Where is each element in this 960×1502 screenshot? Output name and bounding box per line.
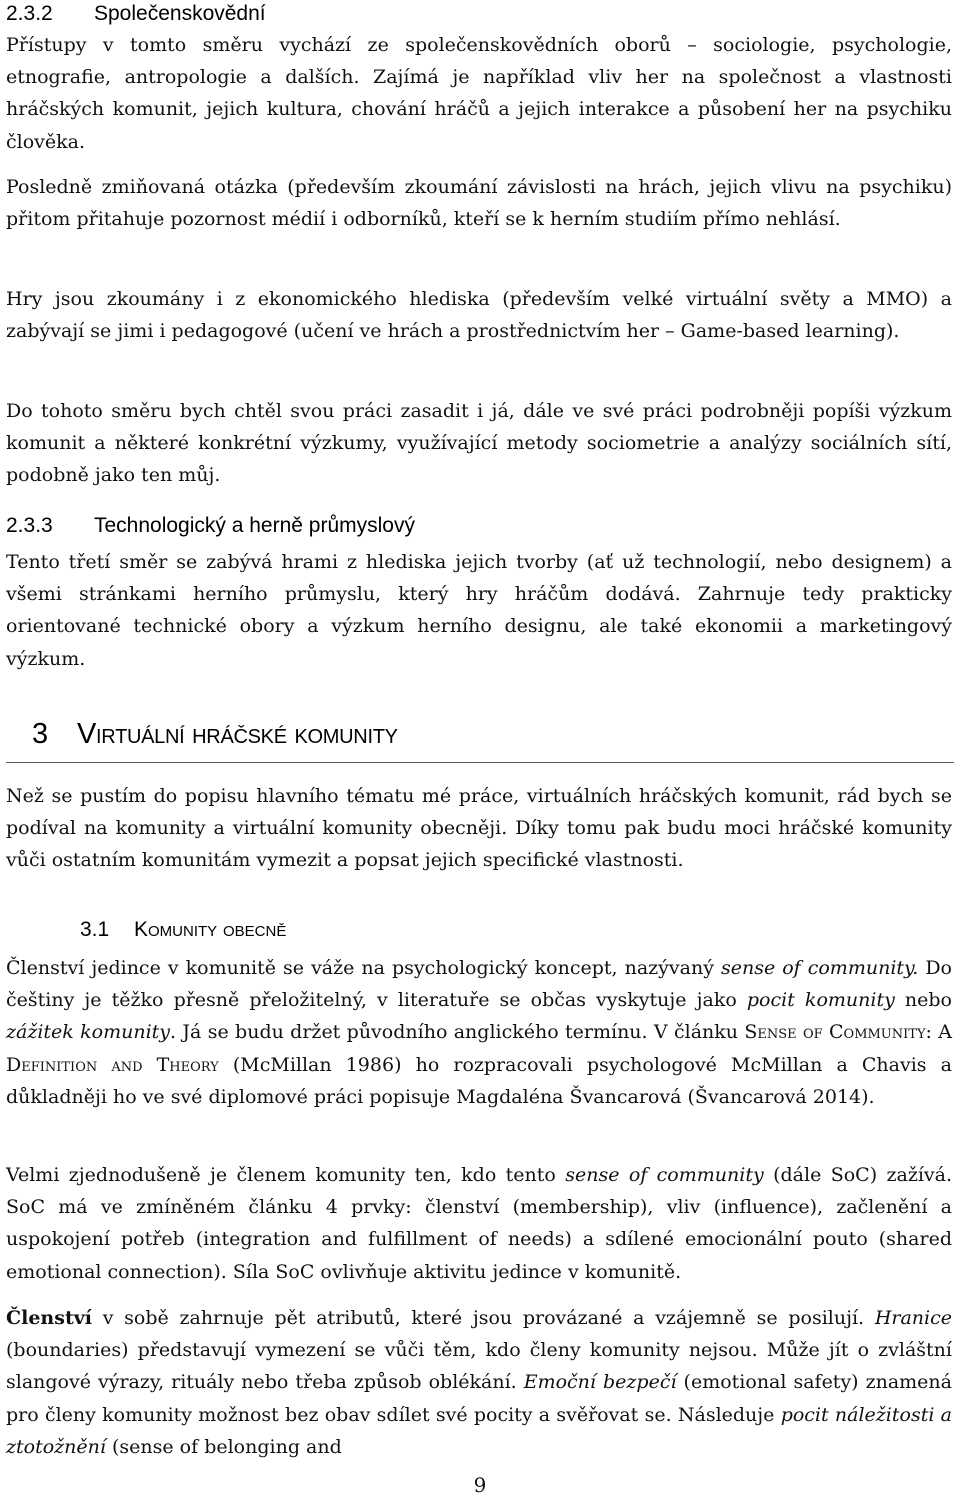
italic-term: pocit komunity bbox=[746, 989, 895, 1012]
text-run: (McMillan 1986) ho rozpracovali psychologové McMillan a Chavis a důkladněji ho ve své diplomové práci popisuje Magdaléna Švancarová (Švancarová 2014). bbox=[6, 1053, 952, 1108]
heading-title: Technologický a herně průmyslový bbox=[94, 514, 415, 537]
text-run: Členství jedince v komunitě se váže na psychologický koncept, nazývaný bbox=[6, 957, 721, 979]
text-run: (sense of belonging and bbox=[105, 1435, 342, 1458]
paragraph: Tento třetí směr se zabývá hrami z hlediska jejich tvorby (ať už technologií, nebo designem) a všemi stránkami herního průmyslu, který hry hráčům dodává. Zahrnuje tedy prakticky orientované technické obory a výzkum herního designu, ale také ekonomii a marketingový výzkum. bbox=[6, 551, 952, 670]
bold-term: Členství bbox=[6, 1307, 92, 1329]
paragraph bbox=[6, 1159, 952, 1288]
heading-number: 3 bbox=[32, 718, 48, 750]
italic-term: zážitek komunity bbox=[6, 1021, 171, 1044]
heading-rule bbox=[6, 762, 954, 763]
heading-3 bbox=[32, 718, 398, 751]
heading-title: Komunity obecně bbox=[134, 918, 287, 941]
text-run: v sobě zahrnuje pět atributů, které jsou provázané a vzájemně se posilují. bbox=[91, 1307, 875, 1329]
text-run: . Já se budu držet původního anglického termínu. V článku bbox=[170, 1021, 745, 1044]
paragraph: Posledně zmiňovaná otázka (především zkoumání závislosti na hrách, jejich vlivu na psychiku) přitom přitahuje pozornost médií i odborníků, kteří se k herním studiím přímo nehlásí. bbox=[6, 176, 952, 231]
text-run: (emotional safety) znamená pro členy komunity možnost bez obav sdílet své pocity a svěřovat se. Následuje bbox=[6, 1371, 952, 1426]
text-run: (boundaries) představují vymezení se vůči těm, kdo členy komunity nejsou. Může jít o zvláštní slangové výrazy, rituály nebo třeba způsob oblékání. bbox=[6, 1339, 952, 1394]
heading-2-3-2 bbox=[6, 2, 266, 26]
paragraph bbox=[6, 1302, 952, 1463]
italic-term: sense of community. bbox=[720, 957, 919, 979]
paragraph: Hry jsou zkoumány i z ekonomického hlediska (především velké virtuální světy a MMO) a zabývají se jimi i pedagogové (učení ve hrách a prostřednictvím her – Game-based learning). bbox=[6, 288, 952, 343]
paragraph: Než se pustím do popisu hlavního tématu mé práce, virtuálních hráčských komunit, rád bych se podíval na komunity a virtuální komunity obecněji. Díky tomu pak budu moci hráčské komunity vůči ostatním komunitám vymezit a popsat jejich specifické vlastnosti. bbox=[6, 785, 952, 872]
paragraph bbox=[6, 952, 952, 1113]
article-title: Sense of Community: A Definition and Theory bbox=[6, 1021, 952, 1076]
text-run: (dále SoC) zažívá. SoC má ve zmíněném článku 4 prvky: členství (membership), vliv (influence), začlenění a uspokojení potřeb (integration and fulfillment of needs) a sdílené emocionální pouto (shared emotional connection). Síla SoC ovlivňuje aktivitu jedince v komunitě. bbox=[6, 1164, 953, 1283]
heading-number: 2.3.2 bbox=[6, 2, 53, 25]
italic-term: sense of community bbox=[565, 1164, 764, 1186]
text-run: Do češtiny je těžko přesně přeložitelný, v literatuře se občas vyskytuje jako bbox=[6, 957, 952, 1012]
heading-title: Společenskovědní bbox=[94, 2, 266, 25]
italic-term: Emoční bezpečí bbox=[523, 1371, 677, 1394]
paragraph: Do tohoto směru bych chtěl svou práci zasadit i já, dále ve své práci podrobněji popíši výzkum komunit a některé konkrétní výzkumy, využívající metody sociometrie a analýzy sociálních sítí, podobně jako ten můj. bbox=[6, 400, 952, 487]
heading-number: 3.1 bbox=[80, 918, 110, 941]
heading-2-3-3 bbox=[6, 514, 415, 538]
page-number: 9 bbox=[473, 1473, 487, 1497]
paragraph: Přístupy v tomto směru vychází ze společenskovědních oborů – sociologie, psychologie, etnografie, antropologie a dalších. Zajímá je například vliv her na společnost a vlastnosti hráčských komunit, jejich kultura, chování hráčů a jejich interakce a působení her na psychiku člověka. bbox=[6, 34, 952, 153]
heading-3-1 bbox=[80, 918, 286, 942]
text-run: Velmi zjednodušeně je členem komunity ten, kdo tento bbox=[6, 1164, 566, 1186]
heading-number: 2.3.3 bbox=[6, 514, 53, 537]
text-run: nebo bbox=[894, 989, 953, 1012]
heading-title: Virtuální hráčské komunity bbox=[77, 718, 398, 750]
italic-term: Hranice bbox=[874, 1307, 952, 1329]
italic-term: pocit náležitosti a ztotožnění bbox=[6, 1403, 952, 1458]
